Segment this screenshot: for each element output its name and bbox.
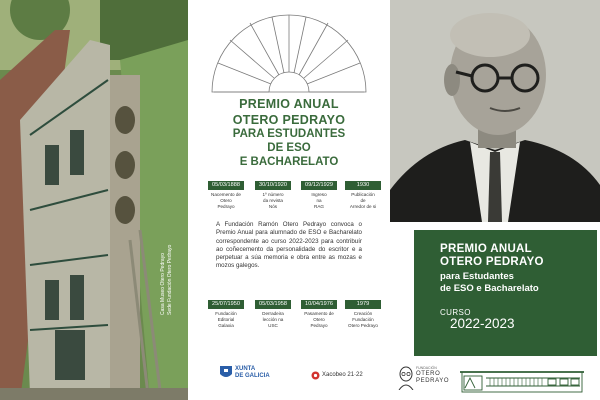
timeline-date: 25/07/1950 — [208, 300, 244, 309]
timeline-date: 1930 — [345, 181, 381, 190]
timeline-text-1: Creación — [353, 311, 373, 316]
foundation-small: FUNDACIÓN — [416, 366, 437, 370]
award-box — [414, 230, 597, 356]
xacobeo-mark-icon — [311, 371, 320, 380]
timeline-text-3: USC — [268, 323, 278, 328]
timeline-item — [208, 181, 244, 210]
foundation-name-line2: PEDRAYO — [416, 378, 450, 384]
timeline-text-2: de — [360, 198, 366, 203]
timeline-item — [345, 300, 381, 329]
timeline-text-1: Fundación — [215, 311, 237, 316]
timeline-date: 30/10/1920 — [255, 181, 291, 190]
title-line5: E BACHARELATO — [239, 156, 339, 168]
portrait-photo — [390, 0, 600, 222]
timeline-text-2: lección na — [262, 317, 284, 322]
award-line1: PREMIO ANUAL — [440, 243, 532, 255]
timeline-text-2: Editorial — [217, 317, 235, 322]
timeline-text-1: Pasamento de — [304, 311, 334, 316]
house-photo — [0, 0, 188, 400]
timeline-text-1: Nacemento de — [211, 192, 241, 197]
title-line1: PREMIO ANUAL — [239, 97, 339, 111]
timeline-item — [255, 300, 291, 329]
fan-window-icon — [210, 8, 368, 94]
timeline-date: 1979 — [345, 300, 381, 309]
photo-caption-line2: Sede Fundación Otero Pedrayo — [167, 244, 173, 315]
timeline-text-1: Derradeira — [262, 311, 284, 316]
timeline-item — [345, 181, 381, 210]
house-drawing-icon — [460, 366, 585, 394]
xunta-shield-icon — [220, 366, 232, 380]
foundation-logo — [398, 366, 453, 394]
timeline-text-3: Nós — [268, 204, 278, 209]
convocatoria-text: A Fundación Ramón Otero Pedrayo convoca o Premio Anual para alumnado de ESO e Bacharelato correspondente ao curso 2022-2023 para contribuír ao coñecemento da personalidade do escritor e a perpetuar a súa memoria e obra entre as mozas e mozos galegos. — [216, 221, 362, 270]
timeline-date: 09/12/1929 — [301, 181, 337, 190]
timeline-item — [301, 181, 337, 210]
xunta-line1: XUNTA — [235, 366, 256, 372]
timeline-item — [208, 300, 244, 329]
timeline-item — [301, 300, 337, 329]
award-line2: OTERO PEDRAYO — [440, 256, 544, 268]
foundation-name-line1: OTERO — [416, 371, 441, 377]
curso-label: CURSO — [440, 308, 471, 317]
xacobeo-text: Xacobeo 21·22 — [322, 372, 363, 378]
timeline-text-2: da revista — [263, 198, 283, 203]
timeline-text-3: RAG — [314, 204, 324, 209]
title-line2: OTERO PEDRAYO — [232, 113, 346, 127]
timeline-date: 10/04/1976 — [301, 300, 337, 309]
timeline-text-2: Fundación — [352, 317, 374, 322]
timeline-text-3: Otero Pedrayo — [348, 323, 378, 328]
timeline-text-1: Publicación — [351, 192, 375, 197]
timeline-text-2: na — [316, 198, 322, 203]
title-line4: DE ESO — [267, 142, 311, 154]
timeline-date: 05/03/1958 — [255, 300, 291, 309]
portrait-sketch-icon — [398, 366, 414, 390]
title-line3: PARA ESTUDANTES — [232, 128, 346, 140]
timeline-text-3: Arredor de si — [349, 204, 377, 209]
timeline-item — [255, 181, 291, 210]
timeline-text-3: Pedrayo — [217, 204, 235, 209]
curso-value: 2022-2023 — [450, 316, 515, 331]
middle-panel — [188, 0, 390, 400]
xunta-line2: DE GALICIA — [235, 372, 270, 379]
timeline-text-3: Galaxia — [218, 323, 234, 328]
timeline-text-3: Pedrayo — [310, 323, 328, 328]
award-line3: para Estudantes — [440, 271, 514, 282]
timeline-text-2: Otero — [220, 198, 232, 203]
timeline-date: 05/03/1888 — [208, 181, 244, 190]
photo-caption-line1: Casa Museo Otero Pedrayo — [160, 253, 166, 315]
timeline-text-1: 1º número — [262, 192, 284, 197]
timeline-text-1: Ingreso — [311, 192, 327, 197]
timeline-text-2: Otero — [313, 317, 325, 322]
photo-caption — [160, 175, 174, 315]
award-line4: de ESO e Bacharelato — [440, 283, 539, 294]
